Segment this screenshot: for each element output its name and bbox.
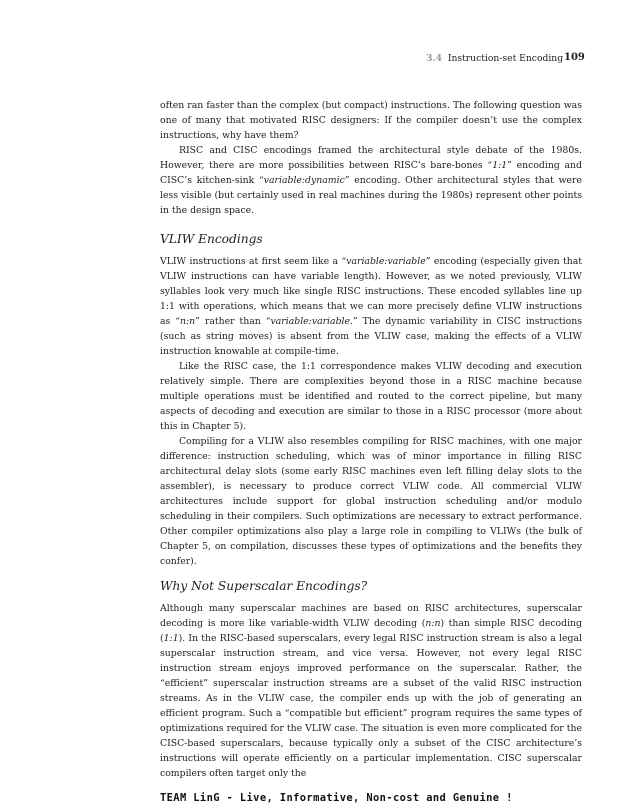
heading-why-not-superscalar: Why Not Superscalar Encodings? — [160, 579, 368, 593]
paragraph-2: RISC and CISC encodings framed the architectural style debate of the 1980s. However, there are more possibilities between RISC’s bare-bones “1:1” encoding and CISC’s kitchen-sink “variable:dynamic” encoding. Other architectural styles that were less visible (but certainly used in real machines during the 1980s) represent other points in the design space. — [160, 145, 582, 216]
section-number: 3.4 — [426, 53, 442, 64]
section-title: Instruction-set Encoding — [447, 53, 564, 64]
paragraph-4: Like the RISC case, the 1:1 correspondence makes VLIW decoding and execution relatively simple. There are complexities beyond those in a RISC machine because multiple operations must be identified and routed to the correct pipeline, but many aspects of decoding and execution are similar to those in a RISC processor (more about this in Chapter 5). — [160, 361, 582, 432]
footer-banner: TEAM LinG - Live, Informative, Non-cost and Genuine ! — [160, 792, 513, 804]
page-number: 109 — [564, 52, 585, 63]
paragraph-5: Compiling for a VLIW also resembles compiling for RISC machines, with one major difference: instruction scheduling, which was of minor importance in filling RISC architectural delay slots (some early RISC machines even left filling delay slots to the assembler), is necessary to produce correct VLIW code. All commercial VLIW architectures include support for global instruction scheduling and/or modulo scheduling in their compilers. Such optimizations are necessary to extract performance. Other compiler optimizations also play a large role in compiling to VLIWs (the bulk of Chapter 5, on compilation, discusses these types of optimizations and the benefits they confer). — [160, 436, 582, 567]
paragraph-6: Although many superscalar machines are based on RISC architectures, superscalar decoding is more like variable-width VLIW decoding (n:n) than simple RISC decoding (1:1). In the RISC-based superscalars, every legal RISC instruction stream is also a legal superscalar instruction stream, and vice versa. However, not every legal RISC instruction stream enjoys improved performance on the superscalar. Rather, the “efficient” superscalar instruction streams are a subset of the valid RISC instruction streams. As in the VLIW case, the compiler ends up with the job of generating an efficient program. Such a “compatible but efficient” program requires the same types of optimizations required for the VLIW case. The situation is even more complicated for the CISC-based superscalars, because typically only a subset of the CISC architecture’s instructions will operate efficiently on a particular implementation. CISC superscalar compilers often target only the — [160, 603, 582, 779]
section-heading — [426, 53, 563, 64]
paragraph-3: VLIW instructions at first seem like a “variable:variable” encoding (especially given that VLIW instructions can have variable length). However, as we noted previously, VLIW syllables look very much like single RISC instructions. These encoded syllables line up 1:1 with operations, which means that we can more precisely define VLIW instructions as “n:n” rather than “variable:variable.” The dynamic variability in CISC instructions (such as string moves) is absent from the VLIW case, making the effects of a VLIW instruction knowable at compile-time. — [160, 256, 582, 357]
page-body — [160, 98, 582, 781]
paragraph-1: often ran faster than the complex (but compact) instructions. The following question was one of many that motivated RISC designers: If the compiler doesn’t use the complex instructions, why have them? — [160, 100, 582, 141]
running-header — [0, 52, 635, 66]
heading-vliw-encodings: VLIW Encodings — [160, 232, 263, 246]
